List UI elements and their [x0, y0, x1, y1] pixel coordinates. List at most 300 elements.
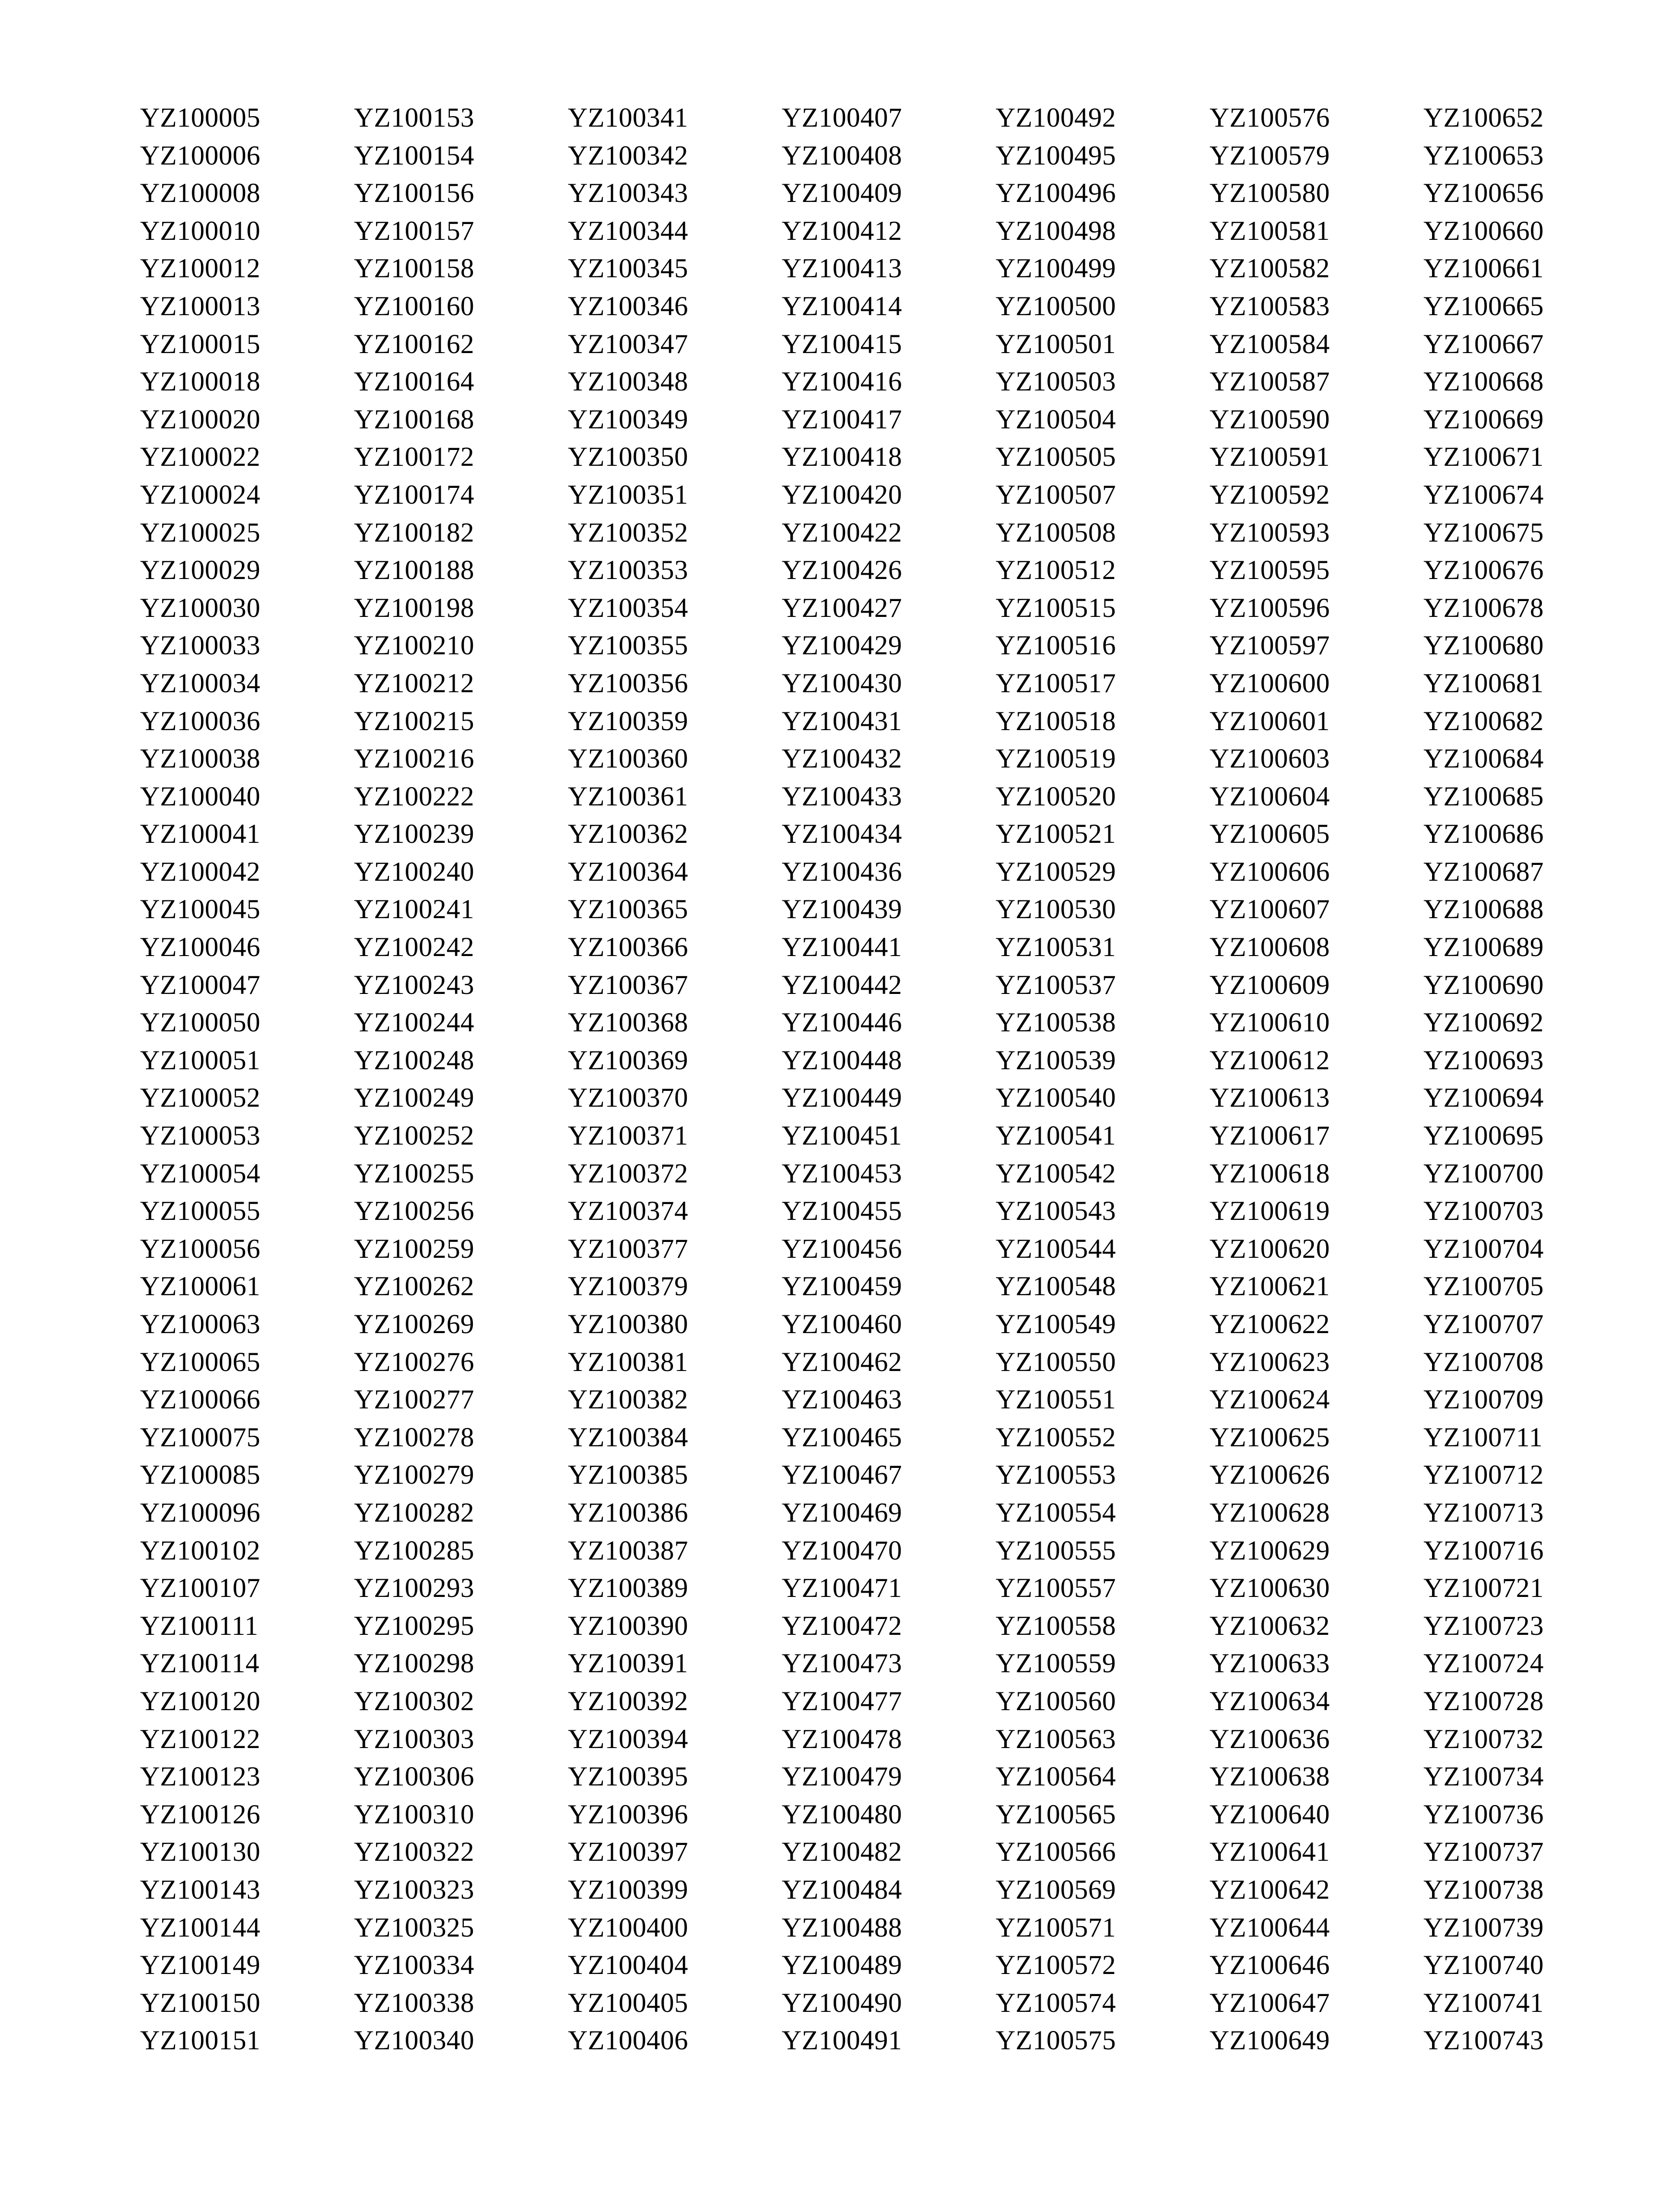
id-entry: YZ100636: [1210, 1724, 1330, 1754]
id-entry: YZ100417: [782, 404, 902, 435]
id-entry: YZ100022: [140, 442, 260, 473]
id-entry: YZ100617: [1210, 1121, 1330, 1151]
id-entry: YZ100593: [1210, 517, 1330, 548]
id-entry: YZ100669: [1423, 404, 1544, 435]
id-entry: YZ100579: [1210, 140, 1330, 171]
id-entry: YZ100518: [996, 706, 1116, 736]
id-entry: YZ100269: [354, 1309, 474, 1339]
id-entry: YZ100584: [1210, 329, 1330, 359]
id-entry: YZ100734: [1423, 1761, 1544, 1792]
id-entry: YZ100460: [782, 1309, 902, 1339]
id-entry: YZ100653: [1423, 140, 1544, 171]
id-entry: YZ100512: [996, 555, 1116, 586]
id-entry: YZ100345: [568, 253, 688, 284]
id-entry: YZ100381: [568, 1347, 688, 1377]
id-entry: YZ100632: [1210, 1610, 1330, 1641]
id-entry: YZ100442: [782, 969, 902, 1000]
id-entry: YZ100242: [354, 932, 474, 963]
id-entry: YZ100676: [1423, 555, 1544, 586]
id-entry: YZ100348: [568, 366, 688, 397]
id-entry: YZ100743: [1423, 2025, 1544, 2056]
id-entry: YZ100591: [1210, 442, 1330, 473]
id-entry: YZ100551: [996, 1384, 1116, 1415]
id-entry: YZ100012: [140, 253, 260, 284]
id-entry: YZ100626: [1210, 1460, 1330, 1490]
id-entry: YZ100323: [354, 1874, 474, 1905]
id-entry: YZ100501: [996, 329, 1116, 359]
id-entry: YZ100482: [782, 1837, 902, 1867]
id-entry: YZ100548: [996, 1271, 1116, 1302]
id-entry: YZ100156: [354, 178, 474, 209]
id-entry: YZ100606: [1210, 856, 1330, 887]
id-entry: YZ100449: [782, 1083, 902, 1113]
id-entry: YZ100413: [782, 253, 902, 284]
id-entry: YZ100543: [996, 1196, 1116, 1227]
id-entry: YZ100538: [996, 1007, 1116, 1038]
id-entry: YZ100574: [996, 1987, 1116, 2018]
id-entry: YZ100015: [140, 329, 260, 359]
id-entry: YZ100182: [354, 517, 474, 548]
id-entry: YZ100338: [354, 1987, 474, 2018]
id-entry: YZ100143: [140, 1874, 260, 1905]
id-entry: YZ100446: [782, 1007, 902, 1038]
id-entry: YZ100013: [140, 291, 260, 321]
id-entry: YZ100741: [1423, 1987, 1544, 2018]
id-entry: YZ100346: [568, 291, 688, 321]
id-entry: YZ100053: [140, 1121, 260, 1151]
id-entry: YZ100396: [568, 1799, 688, 1830]
id-entry: YZ100158: [354, 253, 474, 284]
id-entry: YZ100240: [354, 856, 474, 887]
id-entry: YZ100488: [782, 1912, 902, 1943]
id-entry: YZ100047: [140, 969, 260, 1000]
id-entry: YZ100406: [568, 2025, 688, 2056]
id-entry: YZ100610: [1210, 1007, 1330, 1038]
id-entry: YZ100302: [354, 1686, 474, 1716]
id-entry: YZ100054: [140, 1158, 260, 1189]
id-entry: YZ100415: [782, 329, 902, 359]
id-entry: YZ100709: [1423, 1384, 1544, 1415]
id-entry: YZ100587: [1210, 366, 1330, 397]
id-entry: YZ100414: [782, 291, 902, 321]
id-entry: YZ100600: [1210, 668, 1330, 698]
id-entry: YZ100364: [568, 856, 688, 887]
id-entry: YZ100530: [996, 894, 1116, 925]
id-entry: YZ100537: [996, 969, 1116, 1000]
id-entry: YZ100005: [140, 103, 260, 133]
id-entry: YZ100341: [568, 103, 688, 133]
id-entry: YZ100625: [1210, 1422, 1330, 1453]
id-entry: YZ100456: [782, 1233, 902, 1264]
id-entry: YZ100519: [996, 744, 1116, 774]
id-entry: YZ100351: [568, 479, 688, 510]
id-entry: YZ100360: [568, 744, 688, 774]
id-entry: YZ100293: [354, 1573, 474, 1604]
id-entry: YZ100055: [140, 1196, 260, 1227]
id-entry: YZ100303: [354, 1724, 474, 1754]
id-entry: YZ100042: [140, 856, 260, 887]
id-entry: YZ100040: [140, 781, 260, 812]
id-entry: YZ100471: [782, 1573, 902, 1604]
id-entry: YZ100521: [996, 819, 1116, 850]
id-entry: YZ100667: [1423, 329, 1544, 359]
id-entry: YZ100638: [1210, 1761, 1330, 1792]
id-entry: YZ100359: [568, 706, 688, 736]
id-entry: YZ100356: [568, 668, 688, 698]
id-entry: YZ100716: [1423, 1535, 1544, 1566]
id-entry: YZ100724: [1423, 1648, 1544, 1679]
id-entry: YZ100352: [568, 517, 688, 548]
id-entry: YZ100107: [140, 1573, 260, 1604]
id-entry: YZ100668: [1423, 366, 1544, 397]
id-entry: YZ100150: [140, 1987, 260, 2018]
id-entry: YZ100282: [354, 1497, 474, 1528]
id-entry: YZ100164: [354, 366, 474, 397]
id-entry: YZ100243: [354, 969, 474, 1000]
id-entry: YZ100689: [1423, 932, 1544, 963]
id-entry: YZ100174: [354, 479, 474, 510]
id-entry: YZ100595: [1210, 555, 1330, 586]
id-entry: YZ100685: [1423, 781, 1544, 812]
id-entry: YZ100255: [354, 1158, 474, 1189]
id-entry: YZ100429: [782, 630, 902, 661]
id-entry: YZ100498: [996, 215, 1116, 246]
id-entry: YZ100470: [782, 1535, 902, 1566]
id-entry: YZ100441: [782, 932, 902, 963]
id-entry: YZ100036: [140, 706, 260, 736]
id-entry: YZ100369: [568, 1045, 688, 1075]
id-entry: YZ100380: [568, 1309, 688, 1339]
id-list-grid: [140, 99, 1627, 2060]
id-entry: YZ100344: [568, 215, 688, 246]
id-entry: YZ100604: [1210, 781, 1330, 812]
id-entry: YZ100379: [568, 1271, 688, 1302]
id-entry: YZ100210: [354, 630, 474, 661]
id-entry: YZ100056: [140, 1233, 260, 1264]
id-entry: YZ100603: [1210, 744, 1330, 774]
id-entry: YZ100008: [140, 178, 260, 209]
id-entry: YZ100385: [568, 1460, 688, 1490]
id-entry: YZ100540: [996, 1083, 1116, 1113]
id-entry: YZ100259: [354, 1233, 474, 1264]
id-entry: YZ100354: [568, 592, 688, 623]
id-entry: YZ100306: [354, 1761, 474, 1792]
id-entry: YZ100340: [354, 2025, 474, 2056]
id-entry: YZ100151: [140, 2025, 260, 2056]
id-entry: YZ100505: [996, 442, 1116, 473]
id-entry: YZ100622: [1210, 1309, 1330, 1339]
id-entry: YZ100649: [1210, 2025, 1330, 2056]
id-entry: YZ100601: [1210, 706, 1330, 736]
id-entry: YZ100680: [1423, 630, 1544, 661]
id-entry: YZ100628: [1210, 1497, 1330, 1528]
id-entry: YZ100619: [1210, 1196, 1330, 1227]
id-entry: YZ100144: [140, 1912, 260, 1943]
id-entry: YZ100646: [1210, 1950, 1330, 1981]
id-entry: YZ100041: [140, 819, 260, 850]
id-entry: YZ100583: [1210, 291, 1330, 321]
id-entry: YZ100382: [568, 1384, 688, 1415]
id-entry: YZ100066: [140, 1384, 260, 1415]
id-entry: YZ100347: [568, 329, 688, 359]
id-entry: YZ100700: [1423, 1158, 1544, 1189]
id-entry: YZ100448: [782, 1045, 902, 1075]
id-entry: YZ100085: [140, 1460, 260, 1490]
id-entry: YZ100640: [1210, 1799, 1330, 1830]
id-entry: YZ100427: [782, 592, 902, 623]
id-entry: YZ100162: [354, 329, 474, 359]
id-entry: YZ100629: [1210, 1535, 1330, 1566]
id-entry: YZ100558: [996, 1610, 1116, 1641]
id-entry: YZ100377: [568, 1233, 688, 1264]
id-entry: YZ100374: [568, 1196, 688, 1227]
id-entry: YZ100298: [354, 1648, 474, 1679]
id-entry: YZ100695: [1423, 1121, 1544, 1151]
id-entry: YZ100489: [782, 1950, 902, 1981]
id-entry: YZ100520: [996, 781, 1116, 812]
id-entry: YZ100387: [568, 1535, 688, 1566]
id-entry: YZ100408: [782, 140, 902, 171]
id-entry: YZ100609: [1210, 969, 1330, 1000]
id-entry: YZ100484: [782, 1874, 902, 1905]
id-entry: YZ100462: [782, 1347, 902, 1377]
id-entry: YZ100665: [1423, 291, 1544, 321]
id-entry: YZ100430: [782, 668, 902, 698]
id-entry: YZ100490: [782, 1987, 902, 2018]
id-entry: YZ100390: [568, 1610, 688, 1641]
id-entry: YZ100467: [782, 1460, 902, 1490]
id-entry: YZ100515: [996, 592, 1116, 623]
id-entry: YZ100422: [782, 517, 902, 548]
id-entry: YZ100434: [782, 819, 902, 850]
id-entry: YZ100516: [996, 630, 1116, 661]
id-entry: YZ100325: [354, 1912, 474, 1943]
id-entry: YZ100407: [782, 103, 902, 133]
id-entry: YZ100571: [996, 1912, 1116, 1943]
id-entry: YZ100508: [996, 517, 1116, 548]
id-entry: YZ100241: [354, 894, 474, 925]
id-entry: YZ100198: [354, 592, 474, 623]
id-entry: YZ100034: [140, 668, 260, 698]
id-entry: YZ100644: [1210, 1912, 1330, 1943]
id-entry: YZ100149: [140, 1950, 260, 1981]
id-entry: YZ100394: [568, 1724, 688, 1754]
id-entry: YZ100353: [568, 555, 688, 586]
id-entry: YZ100531: [996, 932, 1116, 963]
id-entry: YZ100389: [568, 1573, 688, 1604]
id-entry: YZ100621: [1210, 1271, 1330, 1302]
id-entry: YZ100472: [782, 1610, 902, 1641]
id-entry: YZ100025: [140, 517, 260, 548]
id-entry: YZ100120: [140, 1686, 260, 1716]
id-entry: YZ100018: [140, 366, 260, 397]
id-entry: YZ100597: [1210, 630, 1330, 661]
id-entry: YZ100477: [782, 1686, 902, 1716]
id-entry: YZ100684: [1423, 744, 1544, 774]
id-entry: YZ100692: [1423, 1007, 1544, 1038]
id-entry: YZ100362: [568, 819, 688, 850]
id-entry: YZ100063: [140, 1309, 260, 1339]
id-entry: YZ100557: [996, 1573, 1116, 1604]
id-entry: YZ100542: [996, 1158, 1116, 1189]
id-entry: YZ100453: [782, 1158, 902, 1189]
id-entry: YZ100409: [782, 178, 902, 209]
id-entry: YZ100029: [140, 555, 260, 586]
id-entry: YZ100400: [568, 1912, 688, 1943]
id-entry: YZ100624: [1210, 1384, 1330, 1415]
id-entry: YZ100061: [140, 1271, 260, 1302]
id-entry: YZ100160: [354, 291, 474, 321]
id-entry: YZ100172: [354, 442, 474, 473]
id-entry: YZ100391: [568, 1648, 688, 1679]
id-entry: YZ100361: [568, 781, 688, 812]
id-entry: YZ100613: [1210, 1083, 1330, 1113]
id-entry: YZ100554: [996, 1497, 1116, 1528]
id-entry: YZ100612: [1210, 1045, 1330, 1075]
id-entry: YZ100678: [1423, 592, 1544, 623]
id-entry: YZ100334: [354, 1950, 474, 1981]
id-entry: YZ100732: [1423, 1724, 1544, 1754]
id-entry: YZ100469: [782, 1497, 902, 1528]
id-entry: YZ100738: [1423, 1874, 1544, 1905]
id-entry: YZ100278: [354, 1422, 474, 1453]
id-entry: YZ100661: [1423, 253, 1544, 284]
id-entry: YZ100647: [1210, 1987, 1330, 2018]
id-entry: YZ100704: [1423, 1233, 1544, 1264]
id-entry: YZ100024: [140, 479, 260, 510]
id-entry: YZ100633: [1210, 1648, 1330, 1679]
id-entry: YZ100693: [1423, 1045, 1544, 1075]
id-entry: YZ100681: [1423, 668, 1544, 698]
id-entry: YZ100123: [140, 1761, 260, 1792]
id-entry: YZ100507: [996, 479, 1116, 510]
id-entry: YZ100122: [140, 1724, 260, 1754]
id-entry: YZ100473: [782, 1648, 902, 1679]
id-entry: YZ100675: [1423, 517, 1544, 548]
id-entry: YZ100723: [1423, 1610, 1544, 1641]
id-entry: YZ100711: [1423, 1422, 1543, 1453]
id-entry: YZ100605: [1210, 819, 1330, 850]
id-entry: YZ100705: [1423, 1271, 1544, 1302]
id-entry: YZ100563: [996, 1724, 1116, 1754]
id-entry: YZ100420: [782, 479, 902, 510]
id-entry: YZ100544: [996, 1233, 1116, 1264]
id-entry: YZ100418: [782, 442, 902, 473]
id-entry: YZ100439: [782, 894, 902, 925]
id-entry: YZ100052: [140, 1083, 260, 1113]
id-entry: YZ100426: [782, 555, 902, 586]
id-entry: YZ100168: [354, 404, 474, 435]
id-entry: YZ100212: [354, 668, 474, 698]
id-entry: YZ100641: [1210, 1837, 1330, 1867]
id-entry: YZ100564: [996, 1761, 1116, 1792]
id-entry: YZ100682: [1423, 706, 1544, 736]
id-entry: YZ100367: [568, 969, 688, 1000]
id-entry: YZ100355: [568, 630, 688, 661]
id-entry: YZ100618: [1210, 1158, 1330, 1189]
id-entry: YZ100552: [996, 1422, 1116, 1453]
id-entry: YZ100431: [782, 706, 902, 736]
id-entry: YZ100652: [1423, 103, 1544, 133]
id-entry: YZ100386: [568, 1497, 688, 1528]
id-entry: YZ100656: [1423, 178, 1544, 209]
id-entry: YZ100075: [140, 1422, 260, 1453]
id-entry: YZ100455: [782, 1196, 902, 1227]
id-entry: YZ100392: [568, 1686, 688, 1716]
id-entry: YZ100416: [782, 366, 902, 397]
id-entry: YZ100030: [140, 592, 260, 623]
id-entry: YZ100216: [354, 744, 474, 774]
id-entry: YZ100491: [782, 2025, 902, 2056]
id-entry: YZ100222: [354, 781, 474, 812]
id-entry: YZ100630: [1210, 1573, 1330, 1604]
id-entry: YZ100479: [782, 1761, 902, 1792]
id-entry: YZ100495: [996, 140, 1116, 171]
id-entry: YZ100642: [1210, 1874, 1330, 1905]
id-entry: YZ100565: [996, 1799, 1116, 1830]
id-entry: YZ100575: [996, 2025, 1116, 2056]
id-entry: YZ100721: [1423, 1573, 1544, 1604]
id-entry: YZ100559: [996, 1648, 1116, 1679]
id-entry: YZ100276: [354, 1347, 474, 1377]
id-entry: YZ100478: [782, 1724, 902, 1754]
id-entry: YZ100371: [568, 1121, 688, 1151]
id-entry: YZ100102: [140, 1535, 260, 1566]
id-entry: YZ100713: [1423, 1497, 1544, 1528]
id-entry: YZ100405: [568, 1987, 688, 2018]
id-entry: YZ100703: [1423, 1196, 1544, 1227]
id-entry: YZ100566: [996, 1837, 1116, 1867]
id-entry: YZ100188: [354, 555, 474, 586]
id-entry: YZ100503: [996, 366, 1116, 397]
id-entry: YZ100623: [1210, 1347, 1330, 1377]
id-entry: YZ100608: [1210, 932, 1330, 963]
id-entry: YZ100690: [1423, 969, 1544, 1000]
id-entry: YZ100436: [782, 856, 902, 887]
id-entry: YZ100459: [782, 1271, 902, 1302]
id-entry: YZ100553: [996, 1460, 1116, 1490]
id-entry: YZ100368: [568, 1007, 688, 1038]
id-entry: YZ100590: [1210, 404, 1330, 435]
id-entry: YZ100671: [1423, 442, 1544, 473]
id-entry: YZ100707: [1423, 1309, 1544, 1339]
id-entry: YZ100465: [782, 1422, 902, 1453]
id-entry: YZ100322: [354, 1837, 474, 1867]
id-entry: YZ100555: [996, 1535, 1116, 1566]
id-entry: YZ100463: [782, 1384, 902, 1415]
id-entry: YZ100541: [996, 1121, 1116, 1151]
id-entry: YZ100372: [568, 1158, 688, 1189]
id-entry: YZ100065: [140, 1347, 260, 1377]
id-entry: YZ100051: [140, 1045, 260, 1075]
id-entry: YZ100539: [996, 1045, 1116, 1075]
id-entry: YZ100370: [568, 1083, 688, 1113]
id-entry: YZ100153: [354, 103, 474, 133]
id-entry: YZ100365: [568, 894, 688, 925]
id-entry: YZ100010: [140, 215, 260, 246]
id-entry: YZ100342: [568, 140, 688, 171]
id-entry: YZ100244: [354, 1007, 474, 1038]
id-entry: YZ100412: [782, 215, 902, 246]
id-entry: YZ100572: [996, 1950, 1116, 1981]
id-entry: YZ100130: [140, 1837, 260, 1867]
id-entry: YZ100674: [1423, 479, 1544, 510]
id-entry: YZ100111: [140, 1610, 258, 1641]
id-entry: YZ100279: [354, 1460, 474, 1490]
id-entry: YZ100496: [996, 178, 1116, 209]
id-entry: YZ100046: [140, 932, 260, 963]
id-entry: YZ100560: [996, 1686, 1116, 1716]
